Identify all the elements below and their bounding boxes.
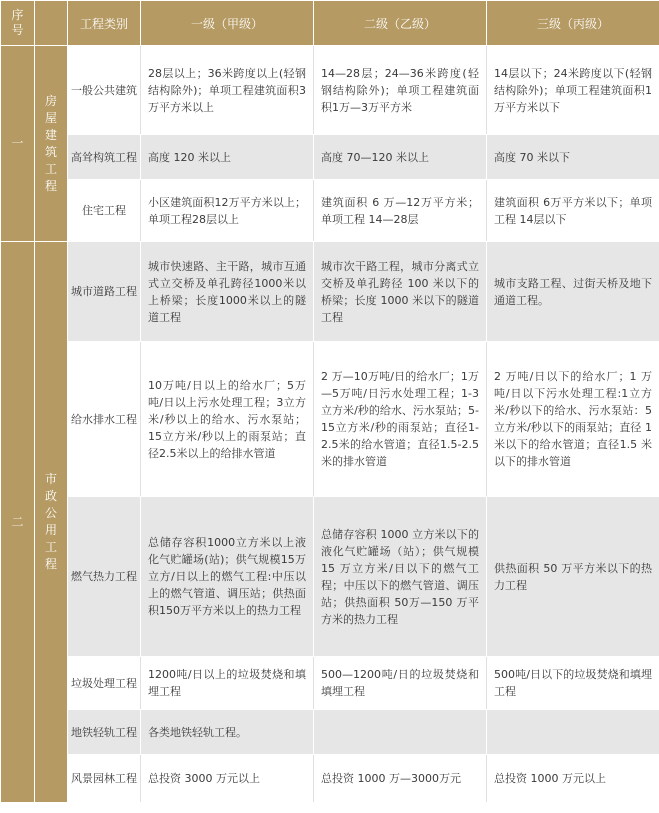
cell-grade-b: 500—1200吨/日的垃圾焚烧和填埋工程 bbox=[314, 657, 487, 710]
table-row bbox=[1, 135, 659, 180]
cell-grade-a: 10万吨/日以上的给水厂；5万吨/日以上污水处理工程；3立方米/秒以上的给水、污水泵站；15立方米/秒以上的雨泵站；直径2.5米以上的给排水管道 bbox=[141, 342, 314, 497]
header-category: 工程类别 bbox=[68, 1, 141, 46]
group-seq: 二 bbox=[1, 242, 35, 803]
cell-grade-c bbox=[487, 710, 659, 755]
cell-grade-a: 高度 120 米以上 bbox=[141, 135, 314, 180]
row-type: 垃圾处理工程 bbox=[68, 657, 141, 710]
cell-grade-c: 500吨/日以下的垃圾焚烧和填埋工程 bbox=[487, 657, 659, 710]
cell-grade-b: 高度 70—120 米以上 bbox=[314, 135, 487, 180]
row-type: 地铁轻轨工程 bbox=[68, 710, 141, 755]
table-row bbox=[1, 342, 659, 497]
cell-grade-c: 供热面积 50 万平方米以下的热力工程 bbox=[487, 497, 659, 657]
row-type: 一般公共建筑 bbox=[68, 46, 141, 135]
cell-grade-b: 总储存容积 1000 立方米以下的液化气贮罐场（站）；供气规模 15 万立方米/日以下的燃气工程；中压以下的燃气管道、调压站；供热面积 50万—150 万平方米的热力工程 bbox=[314, 497, 487, 657]
cell-grade-c: 2 万吨/日以下的给水厂；1 万吨/日以下污水处理工程:1立方米/秒以下的给水、污水泵站：5 立方米/秒以下的雨泵站；直径 1 米以下的给水管道；直径1.5 米以下的排水管道 bbox=[487, 342, 659, 497]
table-row bbox=[1, 497, 659, 657]
header-grade-a: 一级（甲级） bbox=[141, 1, 314, 46]
cell-grade-a: 城市快速路、主干路，城市互通式立交桥及单孔跨径1000米以上桥梁；长度1000米以上的隧道工程 bbox=[141, 242, 314, 342]
row-type: 住宅工程 bbox=[68, 180, 141, 242]
header-grade-b: 二级（乙级） bbox=[314, 1, 487, 46]
table-row bbox=[1, 710, 659, 755]
cell-grade-a: 总投资 3000 万元以上 bbox=[141, 755, 314, 803]
cell-grade-c: 总投资 1000 万元以上 bbox=[487, 755, 659, 803]
header-grade-c: 三级（丙级） bbox=[487, 1, 659, 46]
row-type: 燃气热力工程 bbox=[68, 497, 141, 657]
cell-grade-c: 14层以下；24米跨度以下(轻钢结构除外)；单项工程建筑面积1万平方米以下 bbox=[487, 46, 659, 135]
row-type: 风景园林工程 bbox=[68, 755, 141, 803]
cell-grade-a: 1200吨/日以上的垃圾焚烧和填埋工程 bbox=[141, 657, 314, 710]
cell-grade-b: 2 万—10万吨/日的给水厂；1万—5万吨/日污水处理工程；1-3立方米/秒的给水、污水泵站；5-15立方米/秒的雨泵站；直径1-2.5米的给水管道；直径1.5-2.5米的排水管道 bbox=[314, 342, 487, 497]
cell-grade-b bbox=[314, 710, 487, 755]
row-type: 城市道路工程 bbox=[68, 242, 141, 342]
table-row bbox=[1, 180, 659, 242]
table-row bbox=[1, 242, 659, 342]
cell-grade-a: 总储存容积1000立方米以上液化气贮罐场(站)；供气规模15万立方/日以上的燃气工程:中压以上的燃气管道、调压站；供热面积150万平方米以上的热力工程 bbox=[141, 497, 314, 657]
table-row bbox=[1, 755, 659, 803]
cell-grade-c: 建筑面积 6万平方米以下；单项工程 14层以下 bbox=[487, 180, 659, 242]
cell-grade-b: 总投资 1000 万—3000万元 bbox=[314, 755, 487, 803]
table-row bbox=[1, 46, 659, 135]
cell-grade-c: 高度 70 米以下 bbox=[487, 135, 659, 180]
header-seq: 序号 bbox=[1, 1, 35, 46]
header-row bbox=[1, 1, 659, 46]
group-name: 房屋建筑工程 bbox=[35, 46, 68, 242]
cell-grade-b: 城市次干路工程，城市分离式立交桥及单孔跨径 100 米以下的桥梁；长度 1000 米以下的隧道工程 bbox=[314, 242, 487, 342]
table-row bbox=[1, 657, 659, 710]
cell-grade-a: 各类地铁轻轨工程。 bbox=[141, 710, 314, 755]
row-type: 高耸构筑工程 bbox=[68, 135, 141, 180]
cell-grade-c: 城市支路工程、过街天桥及地下通道工程。 bbox=[487, 242, 659, 342]
header-blank bbox=[35, 1, 68, 46]
group-name: 市政公用工程 bbox=[35, 242, 68, 803]
group-seq: 一 bbox=[1, 46, 35, 242]
cell-grade-a: 28层以上；36米跨度以上(轻钢结构除外)；单项工程建筑面积3万平方米以上 bbox=[141, 46, 314, 135]
cell-grade-b: 14—28层；24—36米跨度(轻钢结构除外)；单项工程建筑面积1万—3万平方米 bbox=[314, 46, 487, 135]
cell-grade-b: 建筑面积 6 万—12万平方米；单项工程 14—28层 bbox=[314, 180, 487, 242]
row-type: 给水排水工程 bbox=[68, 342, 141, 497]
cell-grade-a: 小区建筑面积12万平方米以上；单项工程28层以上 bbox=[141, 180, 314, 242]
